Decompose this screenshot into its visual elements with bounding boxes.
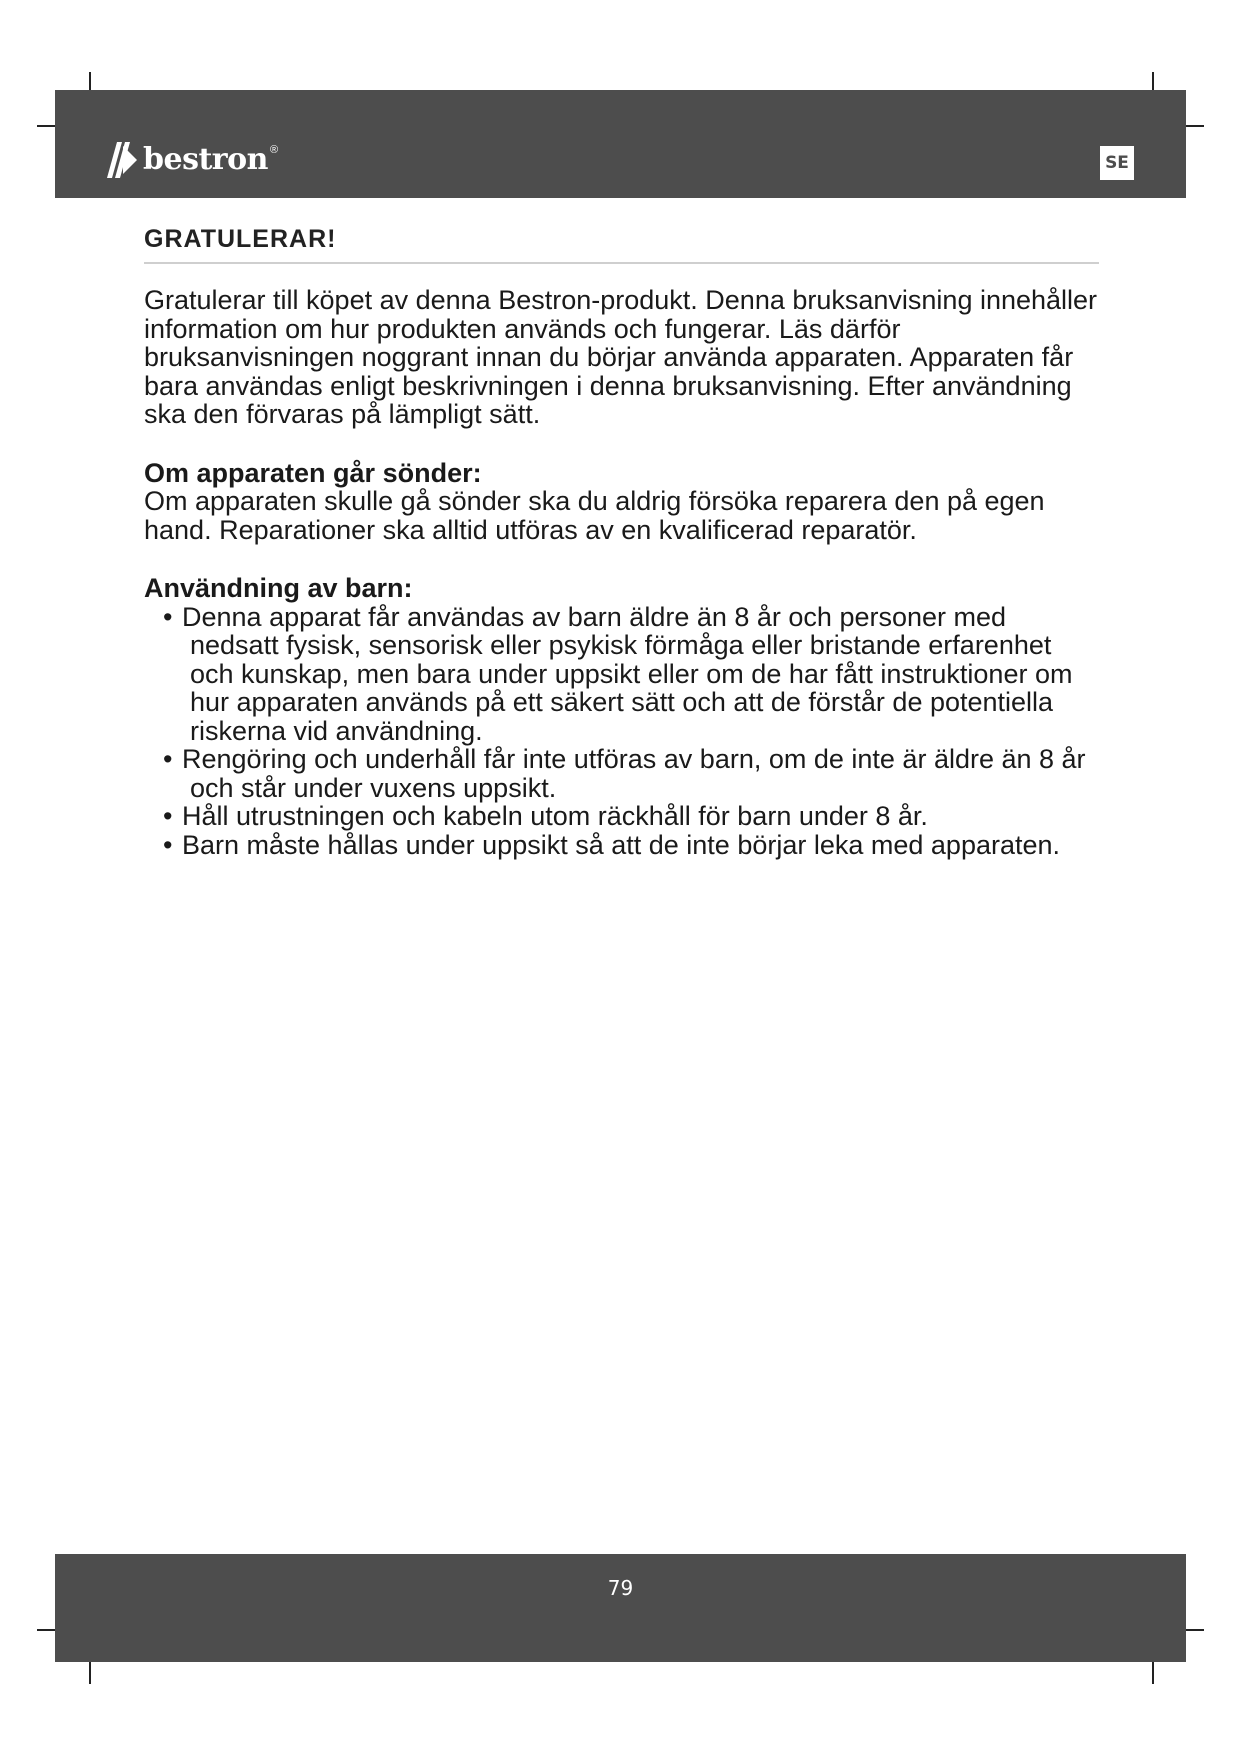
bullet-icon: • (163, 801, 173, 831)
footer-bar (55, 1554, 1186, 1662)
language-badge: SE (1100, 146, 1134, 180)
list-item-text: Rengöring och underhåll får inte utföras av barn, om de inte är äldre än 8 år och står under vuxens uppsikt. (182, 744, 1086, 803)
list-item (144, 802, 1099, 831)
header-bar (55, 90, 1186, 198)
brand-logo (105, 140, 278, 180)
main-content (144, 225, 1099, 859)
list-item (144, 745, 1099, 802)
section-heading: Om apparaten går sönder: (144, 457, 482, 488)
page-number: 79 (607, 1576, 634, 1600)
list-item (144, 603, 1099, 746)
list-item-text: Denna apparat får användas av barn äldre än 8 år och personer med nedsatt fysisk, sensorisk eller psykisk förmåga eller bristande erfarenhet och kunskap, men bara under uppsikt eller om de har fått instruktioner om hur apparaten används på ett säkert sätt och att de förstår de potentiella riskerna vid användning. (182, 601, 1073, 746)
brand-name: bestron (143, 142, 268, 177)
list-item-text: Håll utrustningen och kabeln utom räckhåll för barn under 8 år. (182, 801, 928, 831)
intro-paragraph: Gratulerar till köpet av denna Bestron-produkt. Denna bruksanvisning innehåller information om hur produkten används och fungerar. Läs därför bruksanvisningen noggrant innan du börjar använda apparaten. Apparaten får bara användas enligt beskrivningen i denna bruksanvisning. Efter användning ska den förvaras på lämpligt sätt. (144, 285, 1098, 429)
section-body: Om apparaten skulle gå sönder ska du aldrig försöka reparera den på egen hand. Reparationer ska alltid utföras av en kvalificerad reparatör. (144, 486, 1045, 545)
bullet-icon: • (163, 601, 173, 632)
list-item-text: Barn måste hållas under uppsikt så att de inte börjar leka med apparaten. (182, 829, 1061, 860)
bullet-icon: • (163, 829, 173, 860)
registered-mark: ® (269, 144, 279, 156)
page-title: GRATULERAR! (144, 225, 1099, 264)
list-item (144, 831, 1099, 860)
chevron-logo-icon (105, 140, 139, 180)
section-children (144, 574, 1099, 859)
bullet-icon: • (163, 744, 173, 774)
section-heading: Användning av barn: (144, 573, 413, 603)
section-breakdown (144, 459, 1099, 545)
bullet-list (144, 603, 1099, 860)
